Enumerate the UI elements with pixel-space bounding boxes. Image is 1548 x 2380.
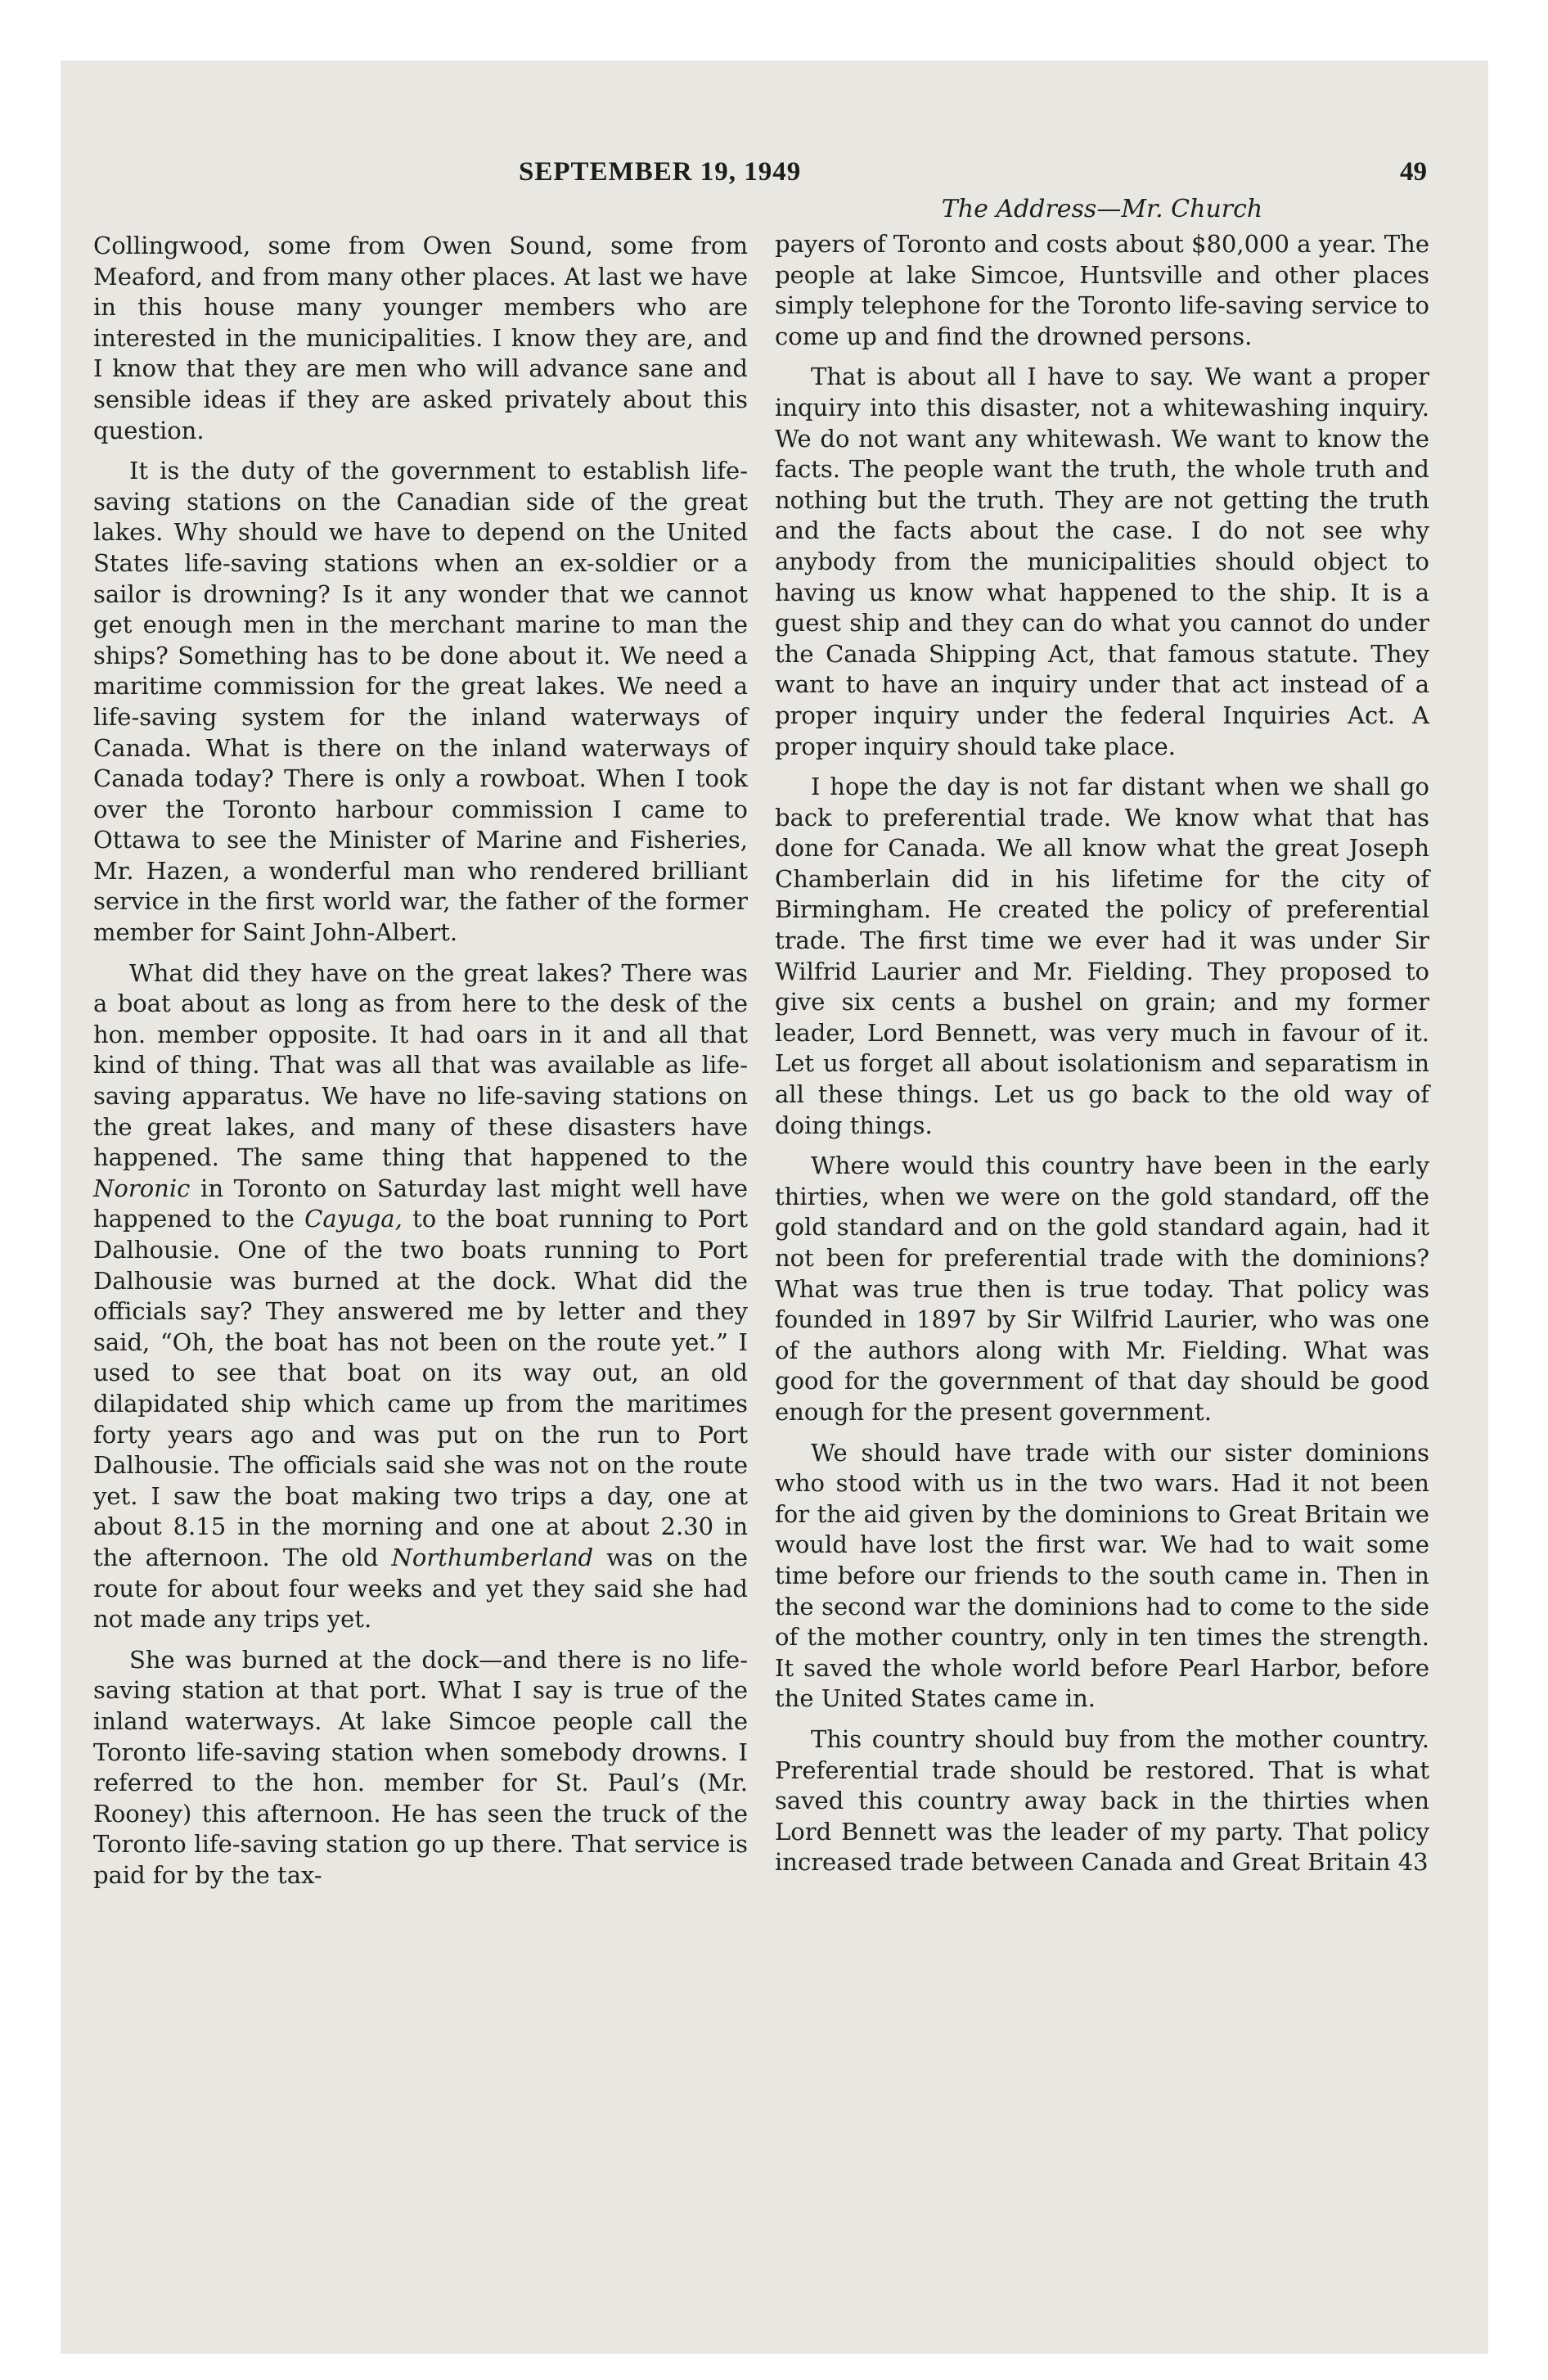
- ship-name: Cayuga,: [304, 1205, 403, 1233]
- paragraph: Collingwood, some from Owen Sound, some from Meaford, and from many other places. At last we have in this house many younger members who are interested in the municipalities. I know they are, and I know that they are men who will advance sane and sensible ideas if they are asked privately about this question.: [93, 232, 748, 444]
- ship-name: Noronic: [93, 1174, 191, 1202]
- paragraph: payers of Toronto and costs about $80,000 a year. The people at lake Simcoe, Huntsville and other places simply telephone for the Toronto life-saving service to come up and find the drowned persons.: [775, 230, 1429, 350]
- paragraph: It is the duty of the government to establish life-saving stations on the Canadian side of the great lakes. Why should we have to depend on the United States life-saving stations when an ex-soldier or a sailor is drowning? Is it any wonder that we cannot get enough men in the merchant marine to man the ships? Something has to be done about it. We need a maritime commission for the great lakes. We need a life-saving system for the inland waterways of Canada. What is there on the inland waterways of Canada today? There is only a rowboat. When I took over the Toronto harbour commission I came to Ottawa to see the Minister of Marine and Fisheries, Mr. Hazen, a wonderful man who rendered brilliant service in the first world war, the father of the former member for Saint John-Albert.: [93, 457, 748, 947]
- paragraph: [93, 958, 748, 1635]
- header-date: SEPTEMBER 19, 1949: [519, 157, 802, 187]
- paragraph: That is about all I have to say. We want a proper inquiry into this disaster, not a whitewashing inquiry. We do not want any whitewash. We want to know the facts. The people want the truth, the whole truth and nothing but the truth. They are not getting the truth and the facts about the case. I do not see why anybody from the municipalities should object to having us know what happened to the ship. It is a guest ship and they can do what you cannot do under the Canada Shipping Act, that famous statute. They want to have an inquiry under that act instead of a proper inquiry under the federal Inquiries Act. A proper inquiry should take place.: [775, 363, 1429, 760]
- running-head: The Address—Mr. Church: [941, 195, 1263, 223]
- paragraph: This country should buy from the mother country. Preferential trade should be restored. That is what saved this country away back in the thirties when Lord Bennett was the leader of my party. That policy increased trade between Canada and Great Britain 43: [775, 1724, 1429, 1877]
- paragraph: Where would this country have been in the early thirties, when we were on the gold standard, off the gold standard and on the gold standard again, had it not been for preferential trade with the dominions? What was true then is true today. That policy was founded in 1897 by Sir Wilfrid Laurier, who was one of the authors along with Mr. Fielding. What was good for the government of that day should be good enough for the present government.: [775, 1152, 1429, 1426]
- paragraph: She was burned at the dock—and there is no life-saving station at that port. What I say is true of the inland waterways. At lake Simcoe people call the Toronto life-saving station when somebody drowns. I referred to the hon. member for St. Paul’s (Mr. Rooney) this afternoon. He has seen the truck of the Toronto life-saving station go up there. That service is paid for by the tax-: [93, 1645, 748, 1889]
- paragraph: I hope the day is not far distant when we shall go back to preferential trade. We know what that has done for Canada. We all know what the great Joseph Chamberlain did in his lifetime for the city of Birmingham. He created the policy of preferential trade. The first time we ever had it was under Sir Wilfrid Laurier and Mr. Fielding. They proposed to give six cents a bushel on grain; and my former leader, Lord Bennett, was very much in favour of it. Let us forget all about isolationism and separatism in all these things. Let us go back to the old way of doing things.: [775, 773, 1429, 1139]
- paragraph: We should have trade with our sister dominions who stood with us in the two wars. Had it not been for the aid given by the dominions to Great Britain we would have lost the first war. We had to wait some time before our friends to the south came in. Then in the second war the dominions had to come to the side of the mother country, only in ten times the strength. It saved the whole world before Pearl Harbor, before the United States came in.: [775, 1438, 1429, 1713]
- text-run: What did they have on the great lakes? There was a boat about as long as from here to the desk of the hon. member opposite. It had oars in it and all that kind of thing. That was all that was available as life-saving apparatus. We have no life-saving stations on the great lakes, and many of these disasters have happened. The same thing that happened to the: [93, 958, 748, 1172]
- text-run: in Toronto on Saturday last might well have happened to the: [93, 1174, 748, 1233]
- text-run: was on the route for about four weeks and yet they said she had not made any trips yet.: [93, 1543, 749, 1634]
- left-column: [93, 231, 748, 1891]
- ship-name: Northumberland: [391, 1543, 594, 1571]
- text-run: to the boat running to Port Dalhousie. One of the two boats running to Port Dalhousie was burned at the dock. What did the officials say? They answered me by letter and they said, “Oh, the boat has not been on the route yet.” I used to see that boat on its way out, an old dilapidated ship which came up from the maritimes forty years ago and was put on the run to Port Dalhousie. The officials said she was not on the route yet. I saw the boat making two trips a day, one at about 8.15 in the morning and one at about 2.30 in the afternoon. The old: [93, 1205, 748, 1571]
- right-column: [775, 190, 1429, 1878]
- page-number: 49: [1400, 157, 1427, 187]
